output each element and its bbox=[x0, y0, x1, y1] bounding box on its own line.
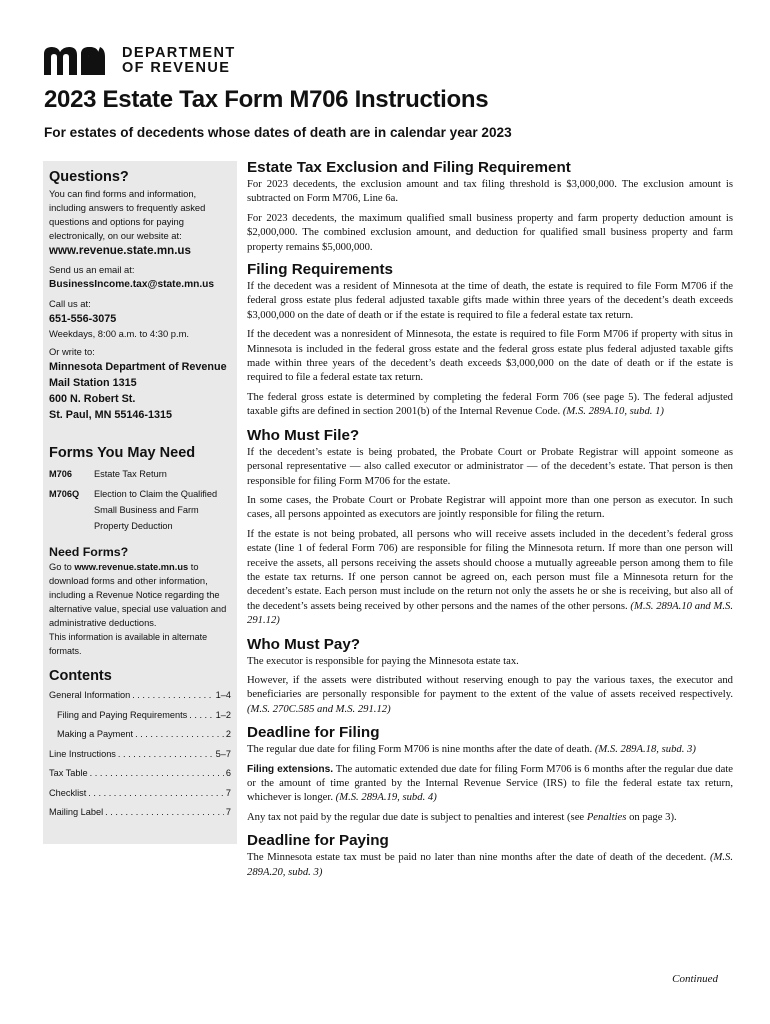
toc-label: General Information bbox=[49, 690, 131, 700]
statute-citation: (M.S. 270C.585 and M.S. 291.12) bbox=[247, 703, 391, 715]
statute-citation: (M.S. 289A.10 and M.S. 291.12) bbox=[247, 600, 733, 627]
who-pay-paragraph: The executor is responsible for paying the Minnesota estate tax. bbox=[247, 655, 519, 667]
deadline-filing-paragraph bbox=[247, 743, 733, 757]
penalties-text-end: on page 3). bbox=[626, 811, 677, 823]
toc-item[interactable] bbox=[49, 764, 231, 784]
toc-label: Making a Payment bbox=[57, 729, 134, 739]
who-pay-paragraph bbox=[247, 674, 733, 717]
form-item bbox=[49, 486, 231, 534]
who-file-heading: Who Must File? bbox=[247, 426, 360, 444]
toc-item[interactable] bbox=[49, 803, 231, 823]
forms-heading: Forms You May Need bbox=[49, 445, 196, 461]
extensions-paragraph bbox=[247, 763, 733, 806]
filing-paragraph: If the decedent was a resident of Minnesota at the time of death, the estate is required to file Form M706 if the federal gross estate plus federal adjusted taxable gifts made within three years of the decedent’s death exceeds $3,000,000 on the date of death or if the estate is required to file a federal estate tax return. bbox=[247, 281, 733, 321]
form-item bbox=[49, 467, 231, 482]
toc-item[interactable] bbox=[49, 706, 231, 726]
toc-page: 7 bbox=[225, 807, 231, 817]
logo-revenue-text: OF REVENUE bbox=[122, 60, 231, 76]
logo-department-text: DEPARTMENT bbox=[122, 45, 236, 61]
toc-page: 5–7 bbox=[215, 748, 231, 759]
toc-item[interactable] bbox=[49, 686, 231, 706]
deadline-filing-heading: Deadline for Filing bbox=[247, 724, 380, 742]
form-name: Estate Tax Return bbox=[94, 469, 167, 479]
extensions-label: Filing extensions. bbox=[247, 763, 334, 775]
statute-citation: (M.S. 289A.20, subd. 3) bbox=[247, 852, 733, 878]
toc-page: 2 bbox=[225, 729, 231, 739]
penalties-text: Any tax not paid by the regular due date is subject to penalties and interest (see bbox=[247, 811, 587, 823]
address-line: Mail Station 1315 bbox=[49, 377, 137, 389]
write-label: Or write to: bbox=[49, 346, 95, 357]
toc-label: Checklist bbox=[49, 787, 87, 798]
toc-label: Tax Table bbox=[49, 768, 88, 778]
toc-page: 7 bbox=[225, 787, 231, 798]
deadline-paying-heading: Deadline for Paying bbox=[247, 832, 389, 850]
mn-logo-icon bbox=[44, 47, 114, 75]
need-forms-link[interactable]: www.revenue.state.mn.us bbox=[74, 562, 189, 572]
website-link[interactable]: www.revenue.state.mn.us bbox=[49, 244, 191, 257]
who-pay-text: However, if the assets were distributed without reserving enough to pay the various taxes, the executor and beneficiaries are personally responsible for payment to the extent of the value of assets received respectively. bbox=[247, 674, 733, 701]
phone-number: 651-556-3075 bbox=[49, 313, 117, 325]
office-hours: Weekdays, 8:00 a.m. to 4:30 p.m. bbox=[49, 328, 190, 339]
questions-heading: Questions? bbox=[49, 169, 129, 185]
extensions-text: The automatic extended due date for filing Form M706 is 6 months after the regular due date or the amount of time granted by the Internal Revenue Service (IRS) to file the federal estate tax return, whichever is longer. bbox=[247, 763, 734, 804]
toc-item[interactable] bbox=[49, 745, 231, 765]
toc-label: Filing and Paying Requirements bbox=[57, 709, 188, 720]
who-pay-heading: Who Must Pay? bbox=[247, 635, 361, 653]
page-title: 2023 Estate Tax Form M706 Instructions bbox=[44, 86, 489, 113]
filing-heading: Filing Requirements bbox=[247, 261, 393, 279]
deadline-paying-paragraph bbox=[247, 851, 733, 880]
statute-citation: (M.S. 289A.19, subd. 4) bbox=[335, 792, 437, 804]
email-link[interactable]: BusinessIncome.tax@state.mn.us bbox=[49, 279, 215, 290]
address-line: St. Paul, MN 55146-1315 bbox=[49, 409, 173, 421]
filing-text: The federal gross estate is determined by completing the federal Form 706 (see page 5). The federal adjusted taxable gifts are defined in section 2001(b) of the Internal Revenue Code. bbox=[247, 391, 733, 418]
form-code: M706 bbox=[49, 469, 72, 479]
filing-paragraph: If the decedent was a nonresident of Minnesota, the estate is required to file Form M706 if property with situs in Minnesota is included in the federal gross estate and the federal gross estate plus federal adjusted taxable gifts made within three years of the decedent’s death exceeds $3,000,000 on the date of death or if the estate is required to file a federal estate tax return. bbox=[247, 329, 733, 384]
exclusion-heading: Estate Tax Exclusion and Filing Requirement bbox=[247, 159, 571, 176]
sidebar bbox=[43, 161, 237, 844]
toc-item[interactable] bbox=[49, 784, 231, 804]
toc-page: 1–4 bbox=[215, 690, 231, 700]
filing-paragraph bbox=[247, 391, 733, 420]
who-file-paragraph: In some cases, the Probate Court or Probate Registrar will appoint more than one person as executor. In such cases, all persons appointed as executors are jointly responsible for filing the return. bbox=[247, 494, 733, 521]
mn-revenue-logo bbox=[44, 44, 236, 78]
deadline-paying-text: The Minnesota estate tax must be paid no later than nine months after the date of death of the decedent. bbox=[247, 852, 707, 864]
deadline-filing-text: The regular due date for filing Form M706 is nine months after the date of death. bbox=[247, 744, 593, 756]
toc-label: Line Instructions bbox=[49, 748, 116, 759]
toc-page: 1–2 bbox=[215, 709, 231, 720]
page-subtitle: For estates of decedents whose dates of death are in calendar year 2023 bbox=[44, 125, 512, 140]
form-name: Election to Claim the Qualified Small Business and Farm Property Deduction bbox=[94, 489, 218, 531]
who-file-paragraph: If the decedent’s estate is being probated, the Probate Court or Probate Registrar will appoint someone as personal representative — also called executor or administrator — of the decedent’s estate. That person is then responsible for filing Form M706 for the estate. bbox=[247, 446, 733, 487]
address-line: Minnesota Department of Revenue bbox=[49, 361, 227, 373]
need-forms-suffix: to download forms and other information, including a Revenue Notice regarding the alternative value, special use valuation and administrative deductions. bbox=[49, 562, 227, 628]
main-content bbox=[247, 158, 733, 885]
call-label: Call us at: bbox=[49, 298, 91, 309]
need-forms-text bbox=[49, 560, 231, 630]
statute-citation: (M.S. 289A.18, subd. 3) bbox=[594, 744, 696, 756]
exclusion-paragraph: For 2023 decedents, the exclusion amount and tax filing threshold is $3,000,000. The exclusion amount is subtracted on Form M706, Line 6a. bbox=[247, 179, 733, 205]
penalties-paragraph bbox=[247, 811, 733, 825]
penalties-reference: Penalties bbox=[586, 811, 627, 823]
form-code: M706Q bbox=[49, 489, 80, 499]
toc-label: Mailing Label bbox=[49, 807, 104, 817]
contents-heading: Contents bbox=[49, 668, 112, 684]
email-label: Send us an email at: bbox=[49, 264, 135, 275]
need-forms-heading: Need Forms? bbox=[49, 545, 129, 559]
need-forms-prefix: Go to bbox=[49, 562, 75, 572]
exclusion-paragraph: For 2023 decedents, the maximum qualified small business property and farm property deduction amount is $2,000,000. The combined exclusion amount, and deduction for qualified small business property and farm property remains $5,000,000. bbox=[247, 212, 733, 253]
who-file-paragraph bbox=[247, 528, 733, 629]
toc-item[interactable] bbox=[49, 725, 231, 745]
continued-label: Continued bbox=[672, 973, 718, 985]
who-file-text: If the estate is not being probated, all persons who will receive assets included in the decedent’s federal gross estate (line 1 of federal Form 706) are responsible for filing the Minnesota return. If more than one person will receive the assets, all persons receiving the assets should choose a mutually agreeable person among them to file the estate tax returns. If one person cannot be agreed on, each person must file a Minnesota return for the decedent’s estate. Each person must include on the return not only the assets he or she is receiving, but also all of the decedent’s assets being received by other persons and the names of the other persons. bbox=[247, 528, 733, 612]
toc-page: 6 bbox=[225, 768, 231, 778]
address-line: 600 N. Robert St. bbox=[49, 393, 136, 405]
questions-intro: You can find forms and information, including answers to frequently asked questions and options for paying electronically, on our website at: bbox=[49, 188, 206, 241]
alternate-formats-note: This information is available in alternate formats. bbox=[49, 632, 208, 656]
statute-citation: (M.S. 289A.10, subd. 1) bbox=[562, 406, 664, 418]
